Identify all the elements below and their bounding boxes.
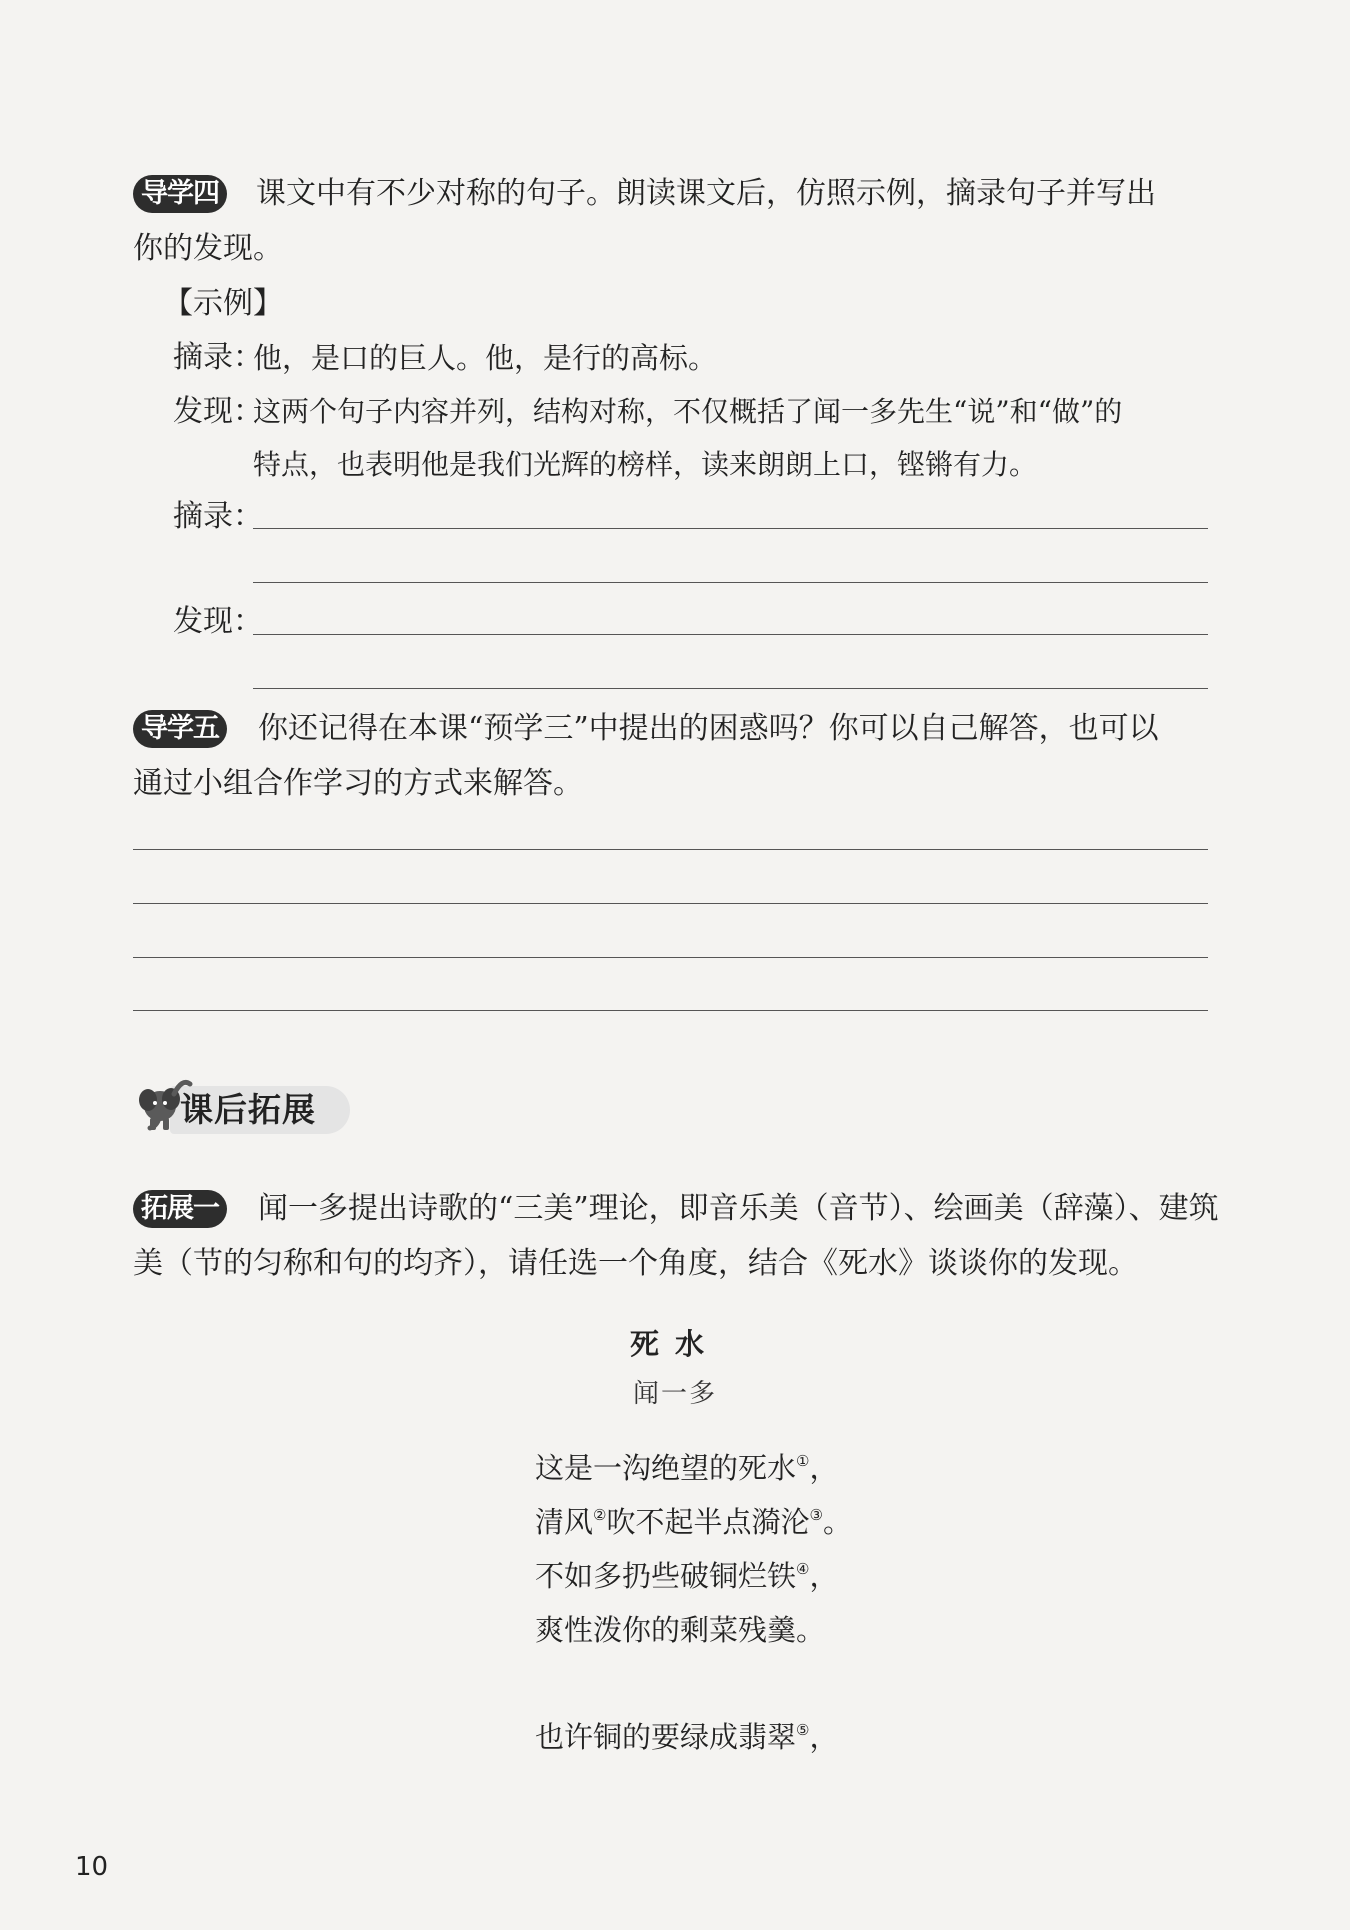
answer-line-3[interactable] [133, 957, 1208, 958]
answer-finding-line-1[interactable] [253, 634, 1208, 635]
example-excerpt-label: 摘录： [173, 340, 263, 375]
poem-author: 闻一多 [632, 1379, 717, 1409]
answer-line-2[interactable] [133, 903, 1208, 904]
daoxue4-tag: 导学四 [133, 175, 227, 213]
tuozhan1-prompt-line1: 闻一多提出诗歌的“三美”理论，即音乐美（音节）、绘画美（辞藻）、建筑 [258, 1191, 1219, 1226]
section-title: 课后拓展 [180, 1090, 316, 1129]
daoxue5-prompt-line1: 你还记得在本课“预学三”中提出的困惑吗？你可以自己解答，也可以 [258, 711, 1159, 746]
example-finding-line2: 特点，也表明他是我们光辉的榜样，读来朗朗上口，铿锵有力。 [253, 448, 1038, 481]
example-excerpt-text: 他，是口的巨人。他，是行的高标。 [253, 341, 718, 375]
example-label: 【示例】 [163, 286, 283, 321]
answer-finding-line-2[interactable] [253, 688, 1208, 689]
answer-excerpt-line-2[interactable] [253, 582, 1208, 583]
section-header [130, 1070, 360, 1140]
poem-line-5: 也许铜的要绿成翡翠⑤， [535, 1720, 839, 1754]
tuozhan1-tag: 拓展一 [133, 1190, 227, 1228]
poem-line-2: 清风②吹不起半点漪沦③。 [535, 1505, 852, 1539]
daoxue4-prompt-line2: 你的发现。 [133, 231, 283, 266]
poem-title: 死水 [629, 1327, 720, 1361]
answer-finding-label: 发现： [173, 604, 263, 639]
poem-line-1: 这是一沟绝望的死水①， [535, 1451, 839, 1485]
example-finding-label: 发现： [173, 394, 263, 429]
answer-excerpt-line-1[interactable] [253, 528, 1208, 529]
answer-excerpt-label: 摘录： [173, 499, 263, 534]
daoxue5-prompt-line2: 通过小组合作学习的方式来解答。 [133, 766, 583, 801]
poem-line-4: 爽性泼你的剩菜残羹。 [535, 1613, 826, 1647]
answer-line-1[interactable] [133, 849, 1208, 850]
answer-line-4[interactable] [133, 1010, 1208, 1011]
example-finding-line1: 这两个句子内容并列，结构对称，不仅概括了闻一多先生“说”和“做”的 [253, 395, 1123, 428]
poem-line-3: 不如多扔些破铜烂铁④， [535, 1559, 839, 1593]
daoxue4-prompt-line1: 课文中有不少对称的句子。朗读课文后，仿照示例，摘录句子并写出 [256, 176, 1156, 211]
page-number: 10 [75, 1852, 109, 1882]
daoxue5-tag: 导学五 [133, 710, 227, 748]
tuozhan1-prompt-line2: 美（节的匀称和句的均齐），请任选一个角度，结合《死水》谈谈你的发现。 [133, 1246, 1138, 1281]
